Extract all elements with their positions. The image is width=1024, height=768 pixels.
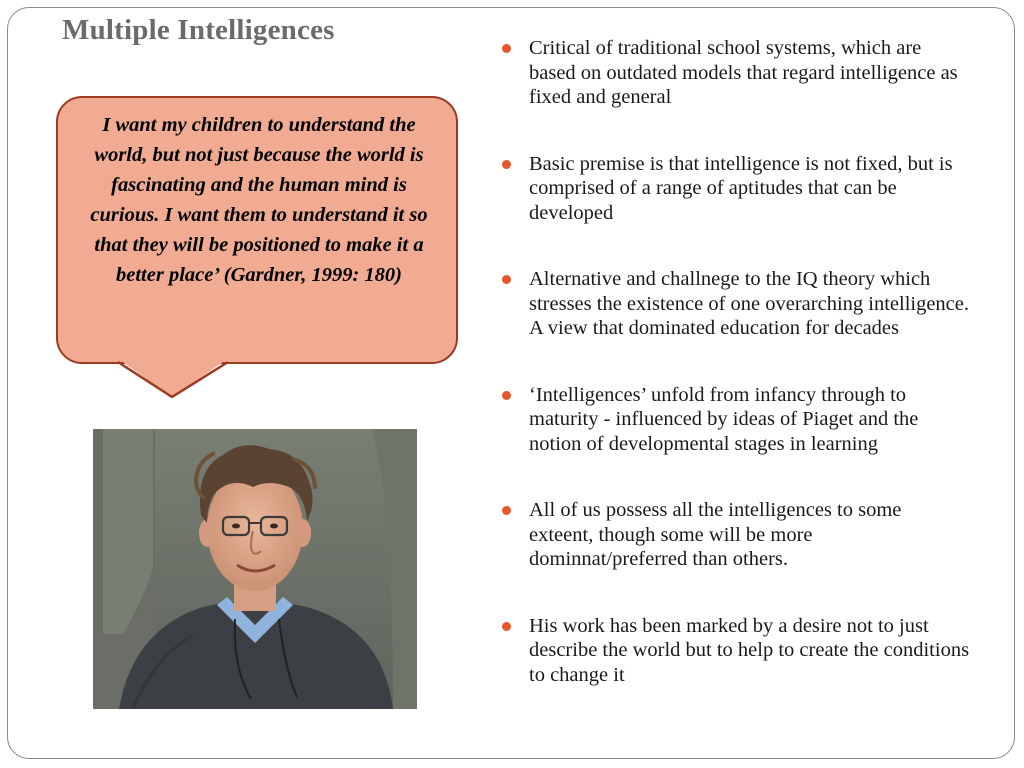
slide-title: Multiple Intelligences — [62, 14, 335, 46]
bullet-text: Basic premise is that intelligence is not fixed, but is comprised of a range of aptitudes that can be developed — [529, 152, 953, 224]
bullet-text: Critical of traditional school systems, which are based on outdated models that regard intelligence as fixed and general — [529, 37, 958, 108]
bullet-item — [500, 614, 970, 688]
bullet-icon — [502, 275, 511, 284]
bullet-text: His work has been marked by a desire not to just describe the world but to help to create the conditions to change it — [529, 614, 970, 686]
bullet-item — [500, 152, 970, 226]
bullet-text: All of us possess all the intelligences to some exteent, though some will be more dominnat/preferred than others. — [529, 499, 902, 570]
bullet-item — [500, 267, 970, 341]
bullet-item — [500, 498, 970, 572]
bullet-icon — [502, 160, 511, 169]
bullet-icon — [502, 391, 511, 400]
bullet-item — [500, 36, 970, 110]
portrait-photo — [93, 429, 417, 709]
bullet-text: Alternative and challnege to the IQ theory which stresses the existence of one overarching intelligence. A view that dominated education for decades — [529, 268, 970, 339]
bullet-icon — [502, 506, 511, 515]
bullet-icon — [502, 44, 511, 53]
bullet-item — [500, 383, 970, 457]
portrait-illustration — [93, 429, 417, 709]
bullet-text: ‘Intelligences’ unfold from infancy through to maturity - influenced by ideas of Piaget and the notion of developmental stages in learning — [529, 383, 919, 455]
gardner-quote: I want my children to understand the world, but not just because the world is fascinating and the human mind is curious. I want them to understand it so that they will be positioned to make it a better place’ (Gardner, 1999: 180) — [90, 114, 428, 286]
bullet-icon — [502, 622, 511, 631]
bullet-list — [500, 36, 970, 687]
